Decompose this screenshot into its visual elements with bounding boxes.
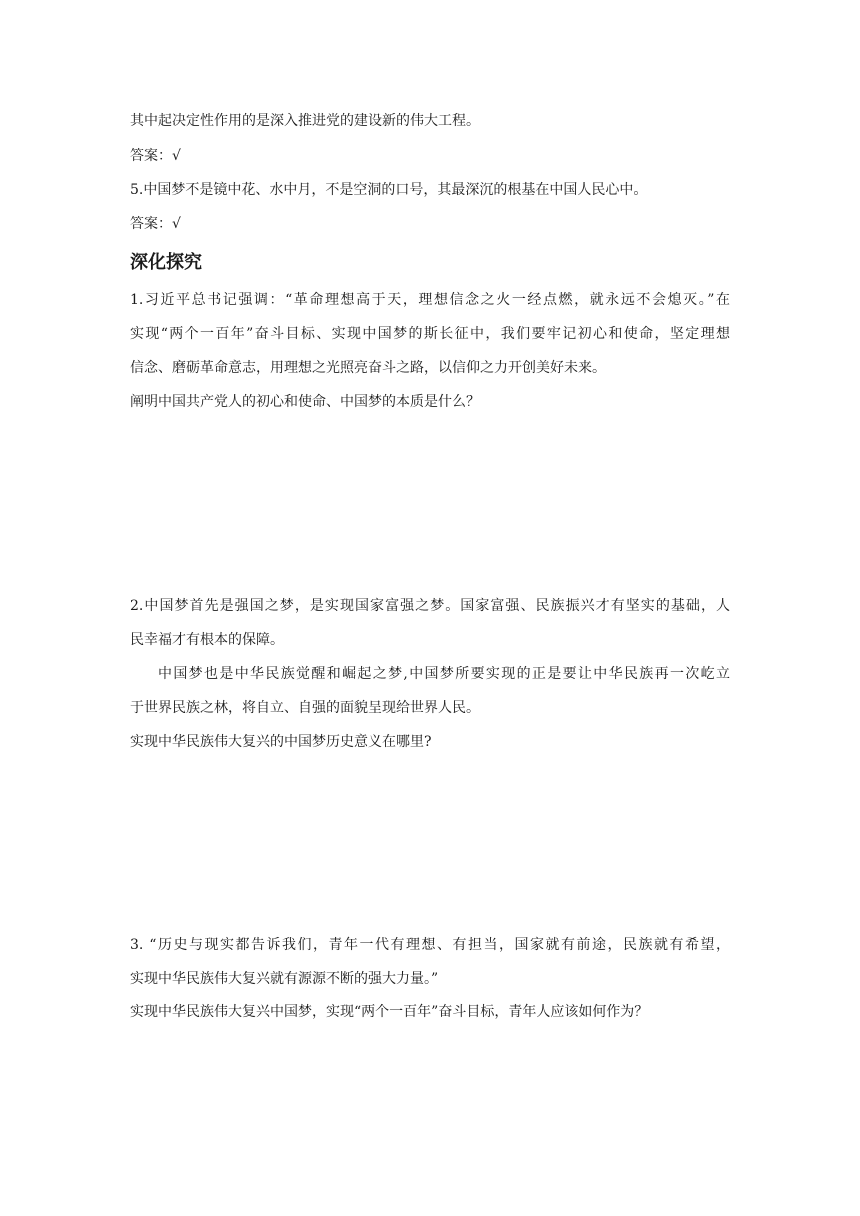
question-2-material-line: 2.中国梦首先是强国之梦，是实现国家富强之梦。国家富强、民族振兴才有坚实的基础，人 (130, 598, 730, 614)
question-2-material-line: 中国梦也是中华民族觉醒和崛起之梦,中国梦所要实现的正是要让中华民族再一次屹立 (158, 666, 730, 682)
answer-space-2[interactable] (130, 760, 730, 925)
question-1-material-line: 信念、磨砺革命意志，用理想之光照亮奋斗之路，以信仰之力开创美好未来。 (130, 360, 606, 376)
answer-space-3[interactable] (130, 1030, 730, 1190)
question-2-material-line: 于世界民族之林，将自立、自强的面貌呈现给世界人民。 (130, 700, 480, 716)
item-5-text: 5.中国梦不是镜中花、水中月，不是空洞的口号，其最深沉的根基在中国人民心中。 (130, 182, 648, 198)
question-2-prompt: 实现中华民族伟大复兴的中国梦历史意义在哪里? (130, 734, 432, 750)
question-3-prompt: 实现中华民族伟大复兴中国梦，实现“两个一百年”奋斗目标，青年人应该如何作为？ (130, 1004, 649, 1020)
question-3-material-line: 实现中华民族伟大复兴就有源源不断的强大力量。” (130, 971, 439, 987)
question-2-material-line: 民幸福才有根本的保障。 (130, 632, 284, 648)
answer-5: 答案：√ (130, 216, 181, 232)
item-4-text: 其中起决定性作用的是深入推进党的建设新的伟大工程。 (130, 113, 480, 129)
answer-4: 答案：√ (130, 148, 181, 164)
section-title: 深化探究 (130, 252, 202, 273)
question-1-prompt: 阐明中国共产党人的初心和使命、中国梦的本质是什么？ (130, 394, 480, 410)
question-1-material-line: 1.习近平总书记强调：“革命理想高于天，理想信念之火一经点燃，就永远不会熄灭。”在 (130, 292, 730, 308)
answer-space-1[interactable] (130, 420, 730, 590)
question-1-material-line: 实现“两个一百年”奋斗目标、实现中国梦的斯长征中，我们要牢记初心和使命，坚定理想 (130, 326, 730, 342)
question-3-material-line: 3. “历史与现实都告诉我们，青年一代有理想、有担当，国家就有前途，民族就有希望， (130, 937, 730, 953)
